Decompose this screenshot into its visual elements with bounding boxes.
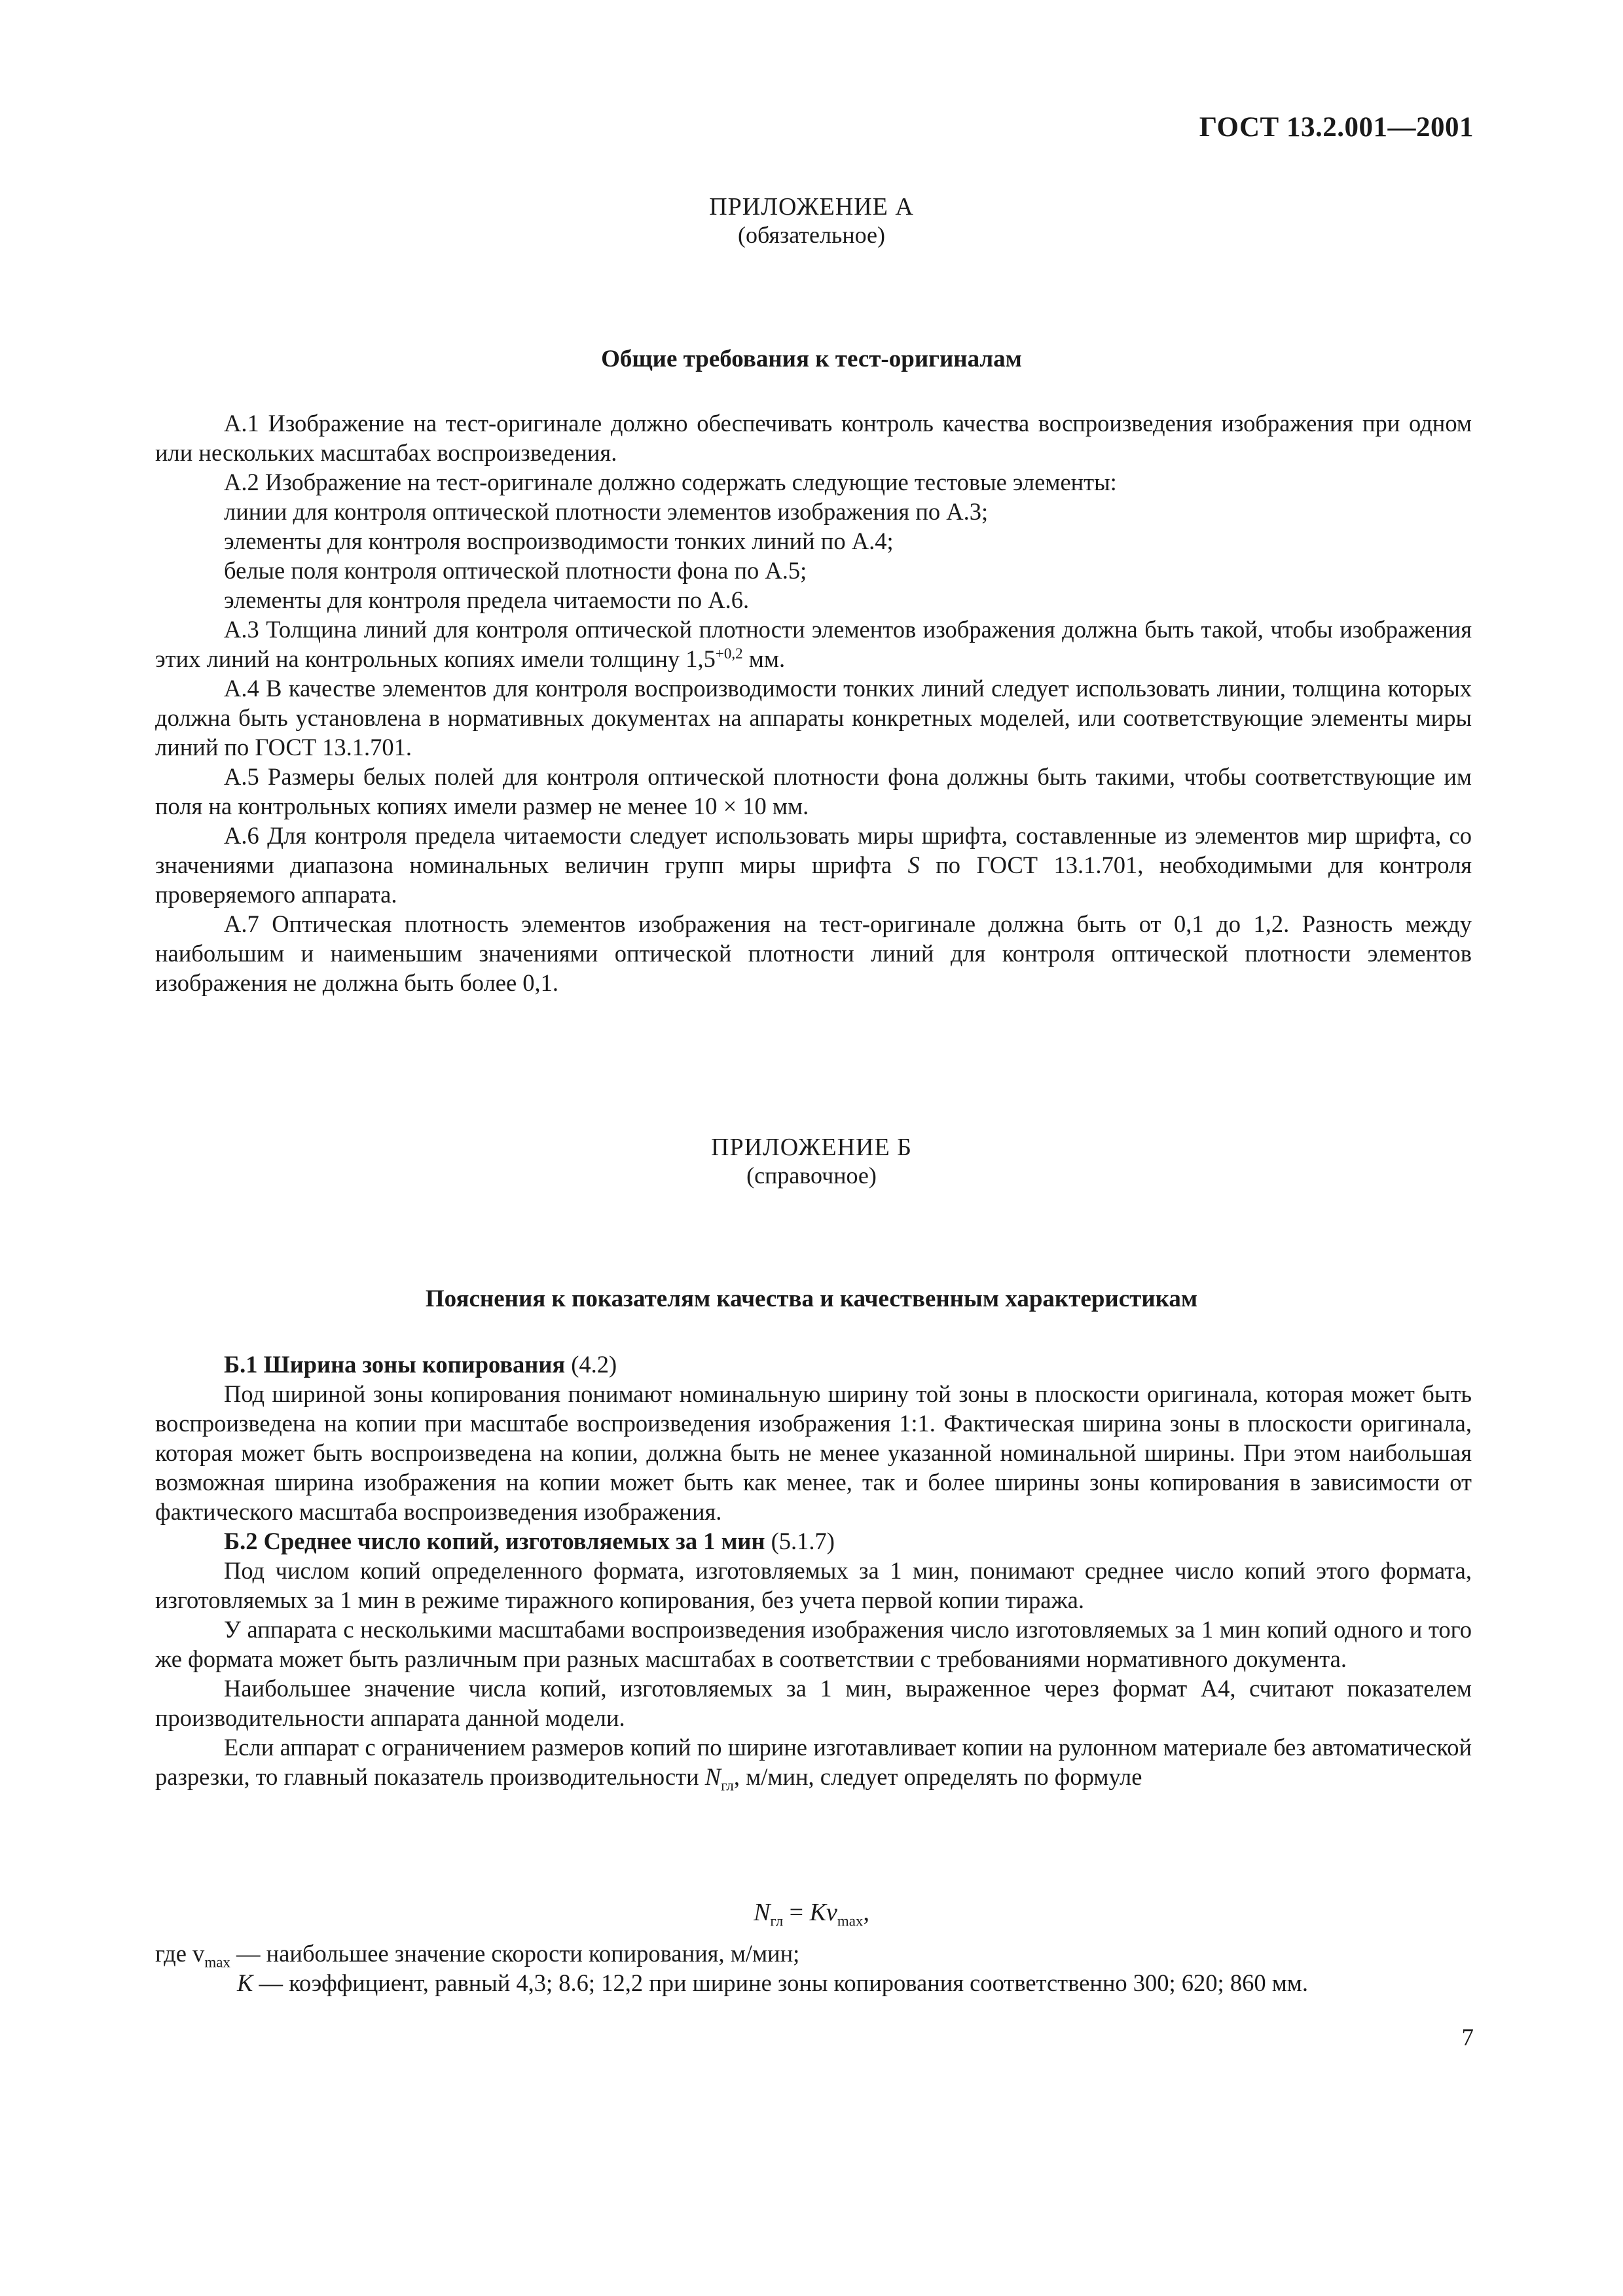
appendix-b-body [155, 1350, 1472, 1794]
paragraph-b2-2: У аппарата с несколькими масштабами воспроизведения изображения число изготовляемых за 1 мин копий одного и того же формата может быть различным при разных масштабах в соответствии с требованиями нормативного документа. [155, 1616, 1472, 1672]
formula-legend [155, 1939, 1472, 1998]
paragraph-b1: Под шириной зоны копирования понимают номинальную ширину той зоны в плоскости оригинала, которая может быть воспроизведена на копии при масштабе воспроизведения изображения 1:1. Фактическая ширина зоны в плоскости оригинала, которая может быть воспроизведена на копии, должна быть не менее указанной номинальной ширины. При этом наибольшая возможная ширина изображения на копии может быть как менее, так и более ширины зоны копирования в зависимости от фактического масштаба воспроизведения изображения. [155, 1380, 1472, 1525]
paragraph-a1: А.1 Изображение на тест-оригинале должно обеспечивать контроль качества воспроизведения изображения при одном или нескольких масштабах воспроизведения. [155, 410, 1472, 466]
paragraph-a3: А.3 Толщина линий для контроля оптической плотности элементов изображения должна быть такой, чтобы изображения этих линий на контрольных копиях имели толщину $1,5^{+0,2}$ мм. [155, 616, 1472, 672]
legend-k: K — коэффициент, равный 4,3; 8.6; 12,2 при ширине зоны копирования соответственно 300; 620; 860 мм. [237, 1969, 1309, 1996]
list-item: элементы для контроля воспроизводимости тонких линий по А.4; [224, 528, 894, 554]
paragraph-a4: А.4 В качестве элементов для контроля воспроизводимости тонких линий следует использовать линии, толщина которых должна быть установлена в нормативных документах на аппараты конкретных моделей, или соответствующие элементы миры линий по ГОСТ 13.1.701. [155, 675, 1472, 761]
appendix-b-heading: Пояснения к показателям качества и качественным характеристикам [425, 1285, 1198, 1312]
paragraph-a6: А.6 Для контроля предела читаемости следует использовать миры шрифта, составленные из элементов мир шрифта, со значениями диапазона номинальных величин групп миры шрифта S по ГОСТ 13.1.701, необходимыми для контроля проверяемого аппарата. [155, 822, 1472, 908]
paragraph-a2: А.2 Изображение на тест-оригинале должно содержать следующие тестовые элементы: [224, 469, 1117, 495]
appendix-b-status: (справочное) [746, 1162, 877, 1189]
appendix-a-heading: Общие требования к тест-оригиналам [601, 346, 1022, 372]
list-item: элементы для контроля предела читаемости по А.6. [224, 586, 750, 613]
legend-vmax: где $v_{max}$ — наибольшее значение скорости копирования, м/мин; [155, 1940, 800, 1971]
paragraph-a5: А.5 Размеры белых полей для контроля оптической плотности фона должны быть такими, чтобы соответствующие им поля на контрольных копиях имели размер не менее 10 × 10 мм. [155, 763, 1472, 819]
appendix-b-title: ПРИЛОЖЕНИЕ Б [711, 1134, 912, 1161]
list-item: линии для контроля оптической плотности элементов изображения по А.3; [224, 498, 989, 525]
appendix-a-body [155, 408, 1472, 997]
paragraph-b2-4: Если аппарат с ограничением размеров копий по ширине изготавливает копии на рулонном материале без автоматической разрезки, то главный показатель производительности $N_{гл}$, м/мин, следует определять по формуле [155, 1734, 1472, 1794]
paragraph-b2-1: Под числом копий определенного формата, изготовляемых за 1 мин, понимают среднее число копий этого формата, изготовляемых за 1 мин в режиме тиражного копирования, без учета первой копии тиража. [155, 1557, 1472, 1613]
subsection-b2-title: Б.2 Среднее число копий, изготовляемых за 1 мин (5.1.7) [224, 1528, 835, 1554]
list-item: белые поля контроля оптической плотности фона по А.5; [224, 557, 807, 584]
appendix-a-title: ПРИЛОЖЕНИЕ А [709, 193, 914, 221]
formula: $N_{гл} = Kv_{max}$, [754, 1899, 869, 1929]
appendix-a-status: (обязательное) [738, 222, 885, 248]
paragraph-a7: А.7 Оптическая плотность элементов изображения на тест-оригинале должна быть от 0,1 до 1,2. Разность между наибольшим и наименьшим значениями оптической плотности линий для контроля оптической плотности элементов изображения не должна быть более 0,1. [155, 910, 1472, 996]
tolerance-superscript: +0,2 [715, 645, 743, 662]
paragraph-b2-3: Наибольшее значение числа копий, изготовляемых за 1 мин, выраженное через формат А4, считают показателем производительности аппарата данной модели. [155, 1675, 1472, 1731]
subsection-b1-title: Б.1 Ширина зоны копирования (4.2) [224, 1351, 617, 1378]
document-code-header: ГОСТ 13.2.001—2001 [1199, 112, 1474, 143]
page-number: 7 [1461, 2024, 1474, 2051]
